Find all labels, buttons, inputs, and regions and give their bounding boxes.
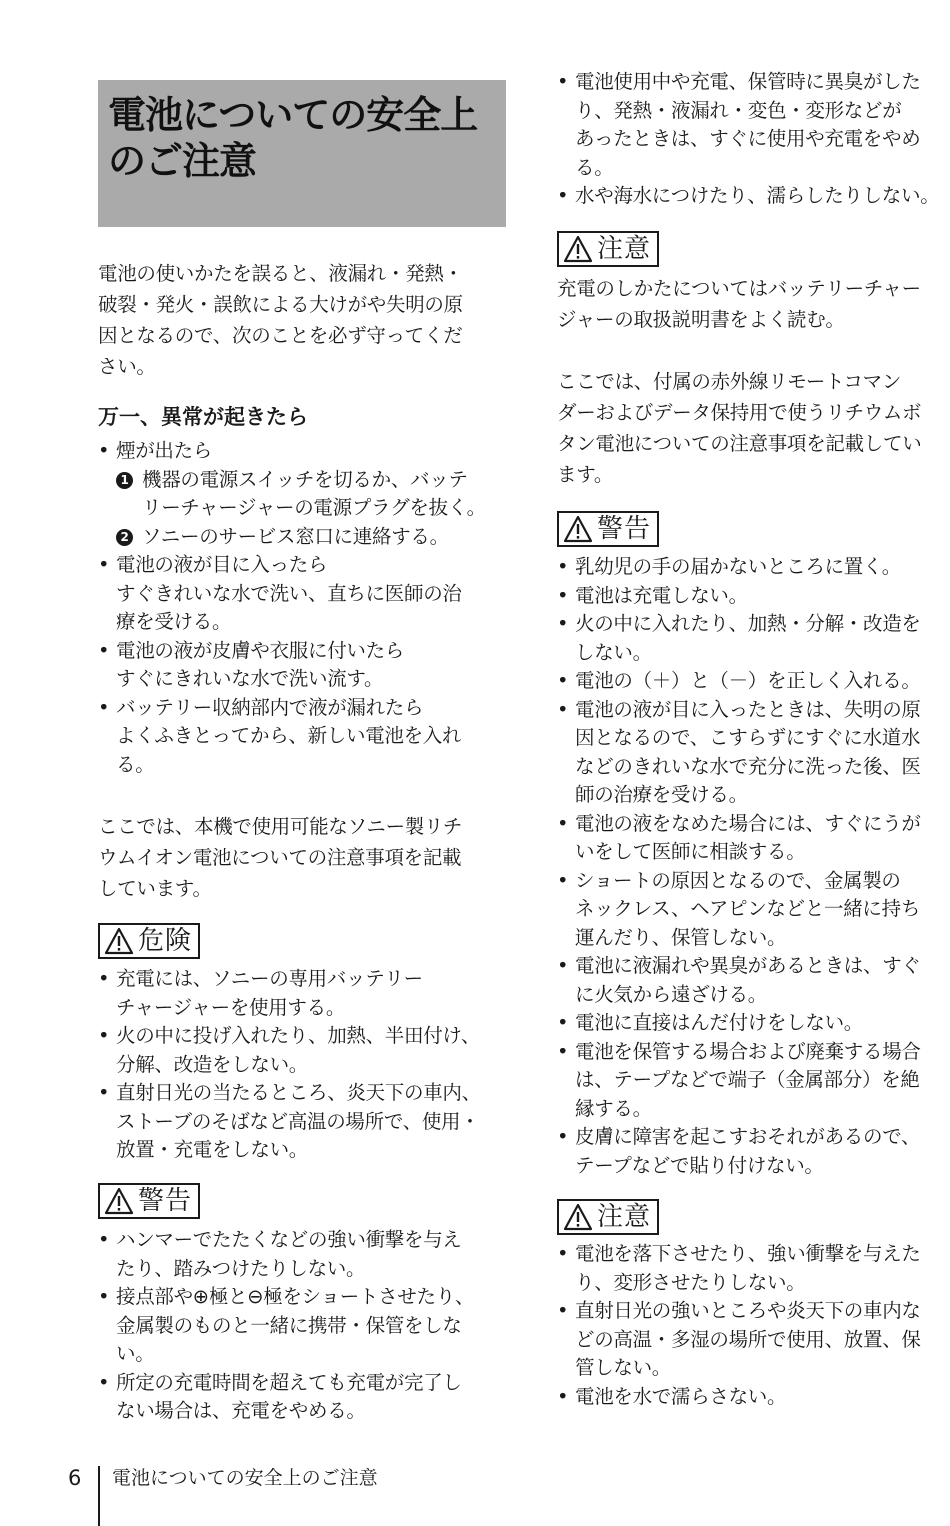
list-item: • 電池は充電しない。 <box>557 582 950 611</box>
list-item: • 皮膚に障害を起こすおそれがあるので、 テープなどで貼り付けない。 <box>557 1123 950 1180</box>
lithium-note: ここでは、付属の赤外線リモートコマン ダーおよびデータ保持用で使うリチウムボ タン電池についての注意事項を記載してい ます。 <box>557 370 922 486</box>
warning-badge: 警告 <box>98 1183 200 1219</box>
warning-triangle-icon <box>563 1203 593 1231</box>
list-item: • 電池を保管する場合および廃棄する場合 は、テープなどで端子（金属部分）を絶 縁する。 <box>557 1038 950 1124</box>
warning-list-continued <box>557 68 950 211</box>
danger-list <box>98 965 508 1165</box>
emergency-steps <box>116 466 508 552</box>
warning-triangle-icon <box>563 515 593 543</box>
list-item: • 電池に直接はんだ付けをしない。 <box>557 1009 950 1038</box>
list-item: • 電池の液をなめた場合には、すぐにうが いをして医師に相談する。 <box>557 810 950 867</box>
warning-triangle-icon <box>104 1187 134 1215</box>
warning-triangle-icon <box>563 235 593 263</box>
footer-divider <box>98 1466 100 1526</box>
list-item: • 電池を水で濡らさない。 <box>557 1383 950 1412</box>
page-title: 電池についての安全上 のご注意 <box>108 93 478 183</box>
title-box <box>98 80 506 227</box>
lithium-caution-badge: 注意 <box>557 1199 659 1235</box>
list-item: • ハンマーでたたくなどの強い衝撃を与え たり、踏みつけたりしない。 <box>98 1226 508 1283</box>
intro-paragraph: 電池の使いかたを誤ると、液漏れ・発熱・ 破裂・発火・誤飲による大けがや失明の原 因となるので、次のことを必ず守ってくだ さい。 <box>98 262 463 378</box>
page-number: 6 <box>68 1466 82 1490</box>
list-item: • 直射日光の強いところや炎天下の車内な どの高温・多湿の場所で使用、放置、保 管しない。 <box>557 1297 950 1383</box>
list-item: • 電池の液が目に入ったときは、失明の原 因となるので、こすらずにすぐに水道水 などのきれいな水で充分に洗った後、医 師の治療を受ける。 <box>557 696 950 810</box>
lithium-warning-list <box>557 553 950 1180</box>
list-item: • 電池を落下させたり、強い衝撃を与えた り、変形させたりしない。 <box>557 1240 950 1297</box>
list-item: • 直射日光の当たるところ、炎天下の車内、 ストーブのそばなど高温の場所で、使用・ 放置・充電をしない。 <box>98 1079 508 1165</box>
step-number-icon: 1 <box>116 472 133 489</box>
list-item: • 電池使用中や充電、保管時に異臭がした り、発熱・液漏れ・変色・変形などが あったときは、すぐに使用や充電をやめ る。 <box>557 68 950 182</box>
lithium-caution-list <box>557 1240 950 1411</box>
emergency-heading: 万一、異常が起きたら <box>98 405 308 429</box>
warning-triangle-icon <box>104 927 134 955</box>
step-number-icon: 2 <box>116 529 133 546</box>
lithium-warning-badge: 警告 <box>557 511 659 547</box>
list-item: • 所定の充電時間を超えても充電が完了し ない場合は、充電をやめる。 <box>98 1369 508 1426</box>
list-item: • 電池に液漏れや異臭があるときは、すぐ に火気から遠ざける。 <box>557 952 950 1009</box>
footer-title: 電池についての安全上のご注意 <box>112 1467 378 1489</box>
step-item: 2 ソニーのサービス窓口に連絡する。 <box>116 523 508 552</box>
list-item: • 乳幼児の手の届かないところに置く。 <box>557 553 950 582</box>
liion-note: ここでは、本機で使用可能なソニー製リチ ウムイオン電池についての注意事項を記載 しています。 <box>98 815 463 900</box>
list-item: • 充電には、ソニーの専用バッテリー チャージャーを使用する。 <box>98 965 508 1022</box>
list-item: • バッテリー収納部内で液が漏れたら よくふきとってから、新しい電池を入れ る。 <box>98 694 508 780</box>
list-item: • 接点部や⊕極と⊖極をショートさせたり、 金属製のものと一緒に携帯・保管をしな い。 <box>98 1283 508 1369</box>
list-item: • 煙が出たら 1 機器の電源スイッチを切るか、バッテ リーチャージャーの電源プラグを抜く。 2 ソニーのサービス窓口に連絡する。 <box>98 437 508 551</box>
list-item: • 電池の液が目に入ったら すぐきれいな水で洗い、直ちに医師の治 療を受ける。 <box>98 551 508 637</box>
list-item: • 火の中に投げ入れたり、加熱、半田付け、 分解、改造をしない。 <box>98 1022 508 1079</box>
step-item: 1 機器の電源スイッチを切るか、バッテ リーチャージャーの電源プラグを抜く。 <box>116 466 508 523</box>
warning-list <box>98 1226 508 1426</box>
list-item: • 電池の（＋）と（－）を正しく入れる。 <box>557 667 950 696</box>
caution-badge: 注意 <box>557 231 659 267</box>
list-item: • 水や海水につけたり、濡らしたりしない。 <box>557 182 950 211</box>
list-item: • 電池の液が皮膚や衣服に付いたら すぐにきれいな水で洗い流す。 <box>98 637 508 694</box>
emergency-list <box>98 437 508 779</box>
caution-paragraph: 充電のしかたについてはバッテリーチャー ジャーの取扱説明書をよく読む。 <box>557 277 921 331</box>
list-item: • ショートの原因となるので、金属製の ネックレス、ヘアピンなどと一緒に持ち 運んだり、保管しない。 <box>557 867 950 953</box>
danger-badge: 危険 <box>98 923 200 959</box>
list-item: • 火の中に入れたり、加熱・分解・改造を しない。 <box>557 610 950 667</box>
